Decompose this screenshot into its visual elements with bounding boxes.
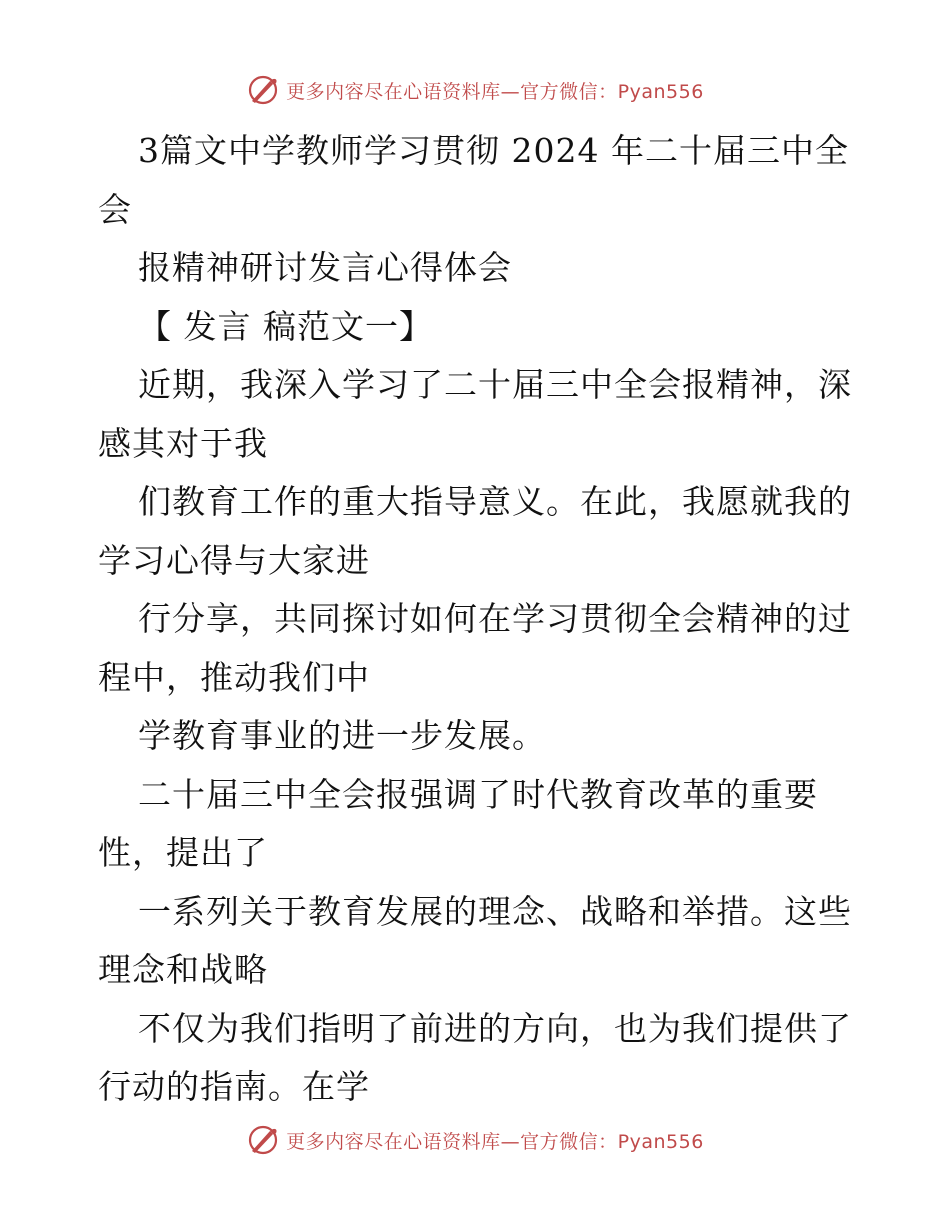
- document-line-14: 一系列关于教育发展的理念、战略和举措。这些: [138, 891, 852, 931]
- footer-watermark-text: 更多内容尽在心语资料库—官方微信：Pyan556: [286, 1130, 704, 1153]
- document-line-10: 程中，推动我们中: [98, 657, 370, 697]
- header-watermark-banner: [0, 70, 950, 110]
- document-line-7: 们教育工作的重大指导意义。在此，我愿就我的: [138, 482, 852, 521]
- document-line-8: 学习心得与大家进: [98, 540, 370, 580]
- document-line-2: 会: [98, 189, 132, 229]
- document-line-5: 近期，我深入学习了二十届三中全会报精神，深: [138, 365, 852, 404]
- document-line-3: 报精神研讨发言心得体会: [138, 248, 512, 287]
- document-line-6: 感其对于我: [98, 423, 268, 463]
- document-line-16: 不仅为我们指明了前进的方向，也为我们提供了: [138, 1008, 852, 1048]
- document-line-15: 理念和战略: [98, 950, 268, 989]
- document-body: [98, 122, 858, 1117]
- quill-logo-icon: [246, 73, 280, 107]
- document-line-4: 【 发言 稿范文一】: [138, 306, 433, 346]
- document-line-17: 行动的指南。在学: [98, 1067, 370, 1106]
- footer-watermark-banner: [0, 1120, 950, 1160]
- document-line-11: 学教育事业的进一步发展。: [138, 716, 546, 755]
- document-line-13: 性，提出了: [98, 833, 268, 872]
- document-line-12: 二十届三中全会报强调了时代教育改革的重要: [138, 774, 818, 814]
- document-line-1: 3篇文中学教师学习贯彻 2024 年二十届三中全: [138, 131, 849, 170]
- quill-logo-icon: [246, 1123, 280, 1157]
- header-watermark-text: 更多内容尽在心语资料库—官方微信：Pyan556: [286, 80, 704, 103]
- document-line-9: 行分享，共同探讨如何在学习贯彻全会精神的过: [138, 599, 852, 638]
